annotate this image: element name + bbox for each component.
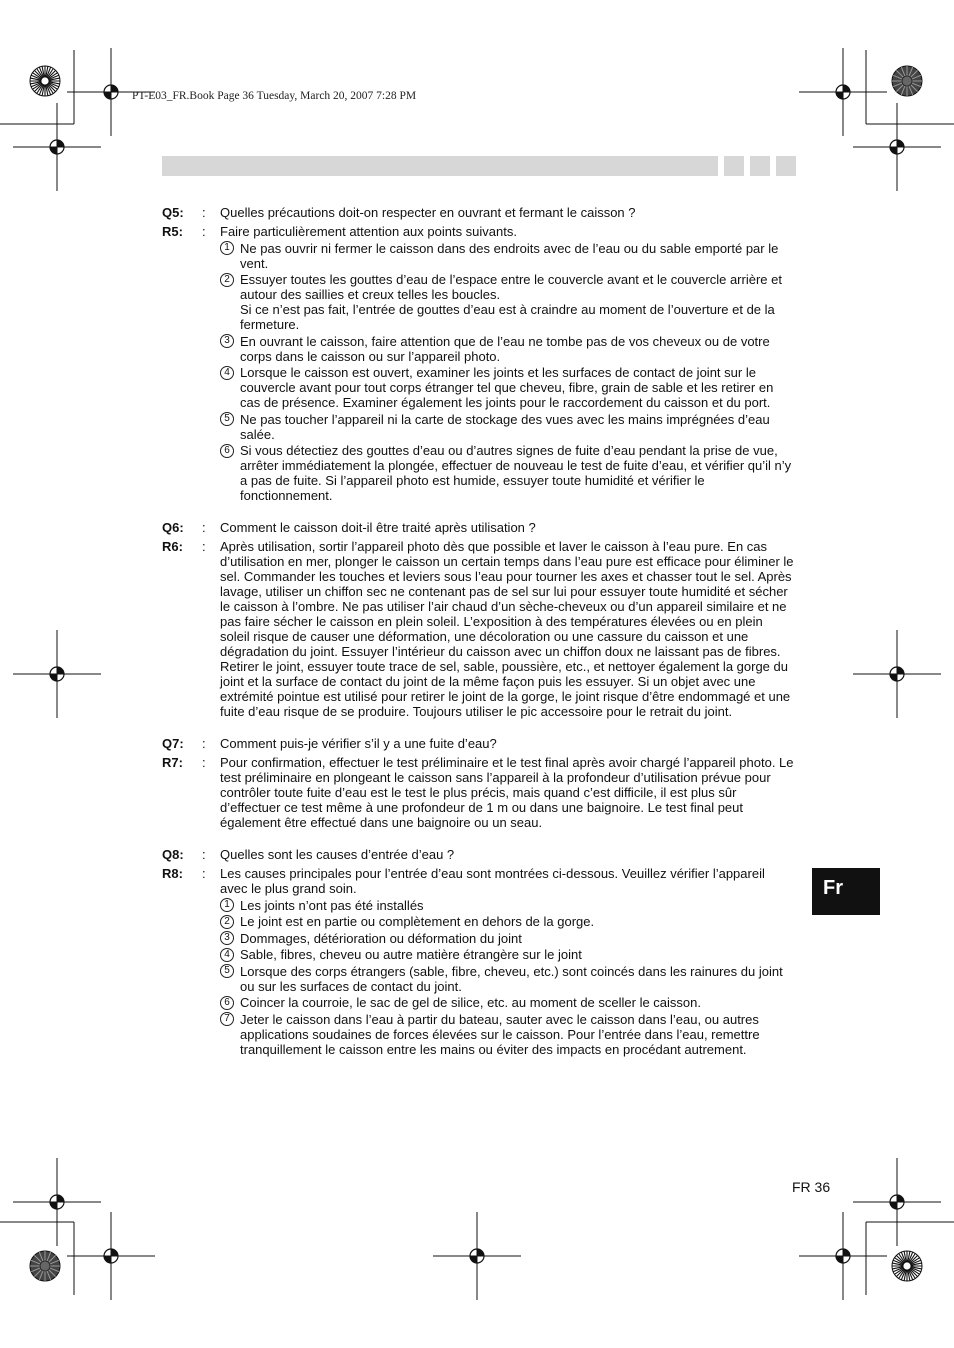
answer-r5: [162, 224, 794, 503]
question-body: [220, 847, 794, 862]
question-label: Q6:: [162, 520, 184, 535]
list-item: [220, 272, 794, 332]
list-item: [220, 898, 794, 913]
header-bar-square: [776, 156, 796, 176]
list-item: [220, 412, 794, 442]
header-bar: [162, 156, 718, 176]
question-q7: [162, 736, 794, 751]
colon-separator: :: [202, 755, 206, 770]
answer-text: Après utilisation, sortir l’appareil photo dès que possible et laver le caisson à l’eau pure. En cas d’utilisation en mer, plonger le caisson un certain temps dans l’eau pure est efficace pour éliminer le sel. Commander les touches et leviers sous l’eau pour tourner les axes et chasser tout le sel. Après lavage, utiliser un chiffon sec ne contenant pas de sel sur lui pour essuyer toute humidité et sécher le caisson à l’ombre. Ne pas utiliser l’air chaud d’un sèche-cheveux ou d’un appareil similaire et ne pas faire sécher le caisson en plein soleil. L’exposition à des températures élevées ou en plein soleil risque de causer une déformation, une décoloration ou une cassure du caisson et une dégradation du joint. Essuyer l’intérieur du caisson avec un chiffon doux ne laissant pas de fibres. Retirer le joint, essuyer toute trace de sel, sable, poussière, etc., et nettoyer également la gorge du joint et la surface de contact du joint de la même façon puis les essuyer. Si un objet avec une extrémité pointue est utilisé pour retirer le joint de la gorge, le joint risque d’être endommagé et une fuite d’eau risque de se produire. Toujours utiliser le pic accessoire pour le retrait du joint.: [220, 539, 794, 719]
list-item-text: Si vous détectiez des gouttes d’eau ou d’autres signes de fuite d’eau pendant la prise de vue, arrêter immédiatement la plongée, effectuer de nouveau le test de fuite d’eau, et vérifier qu’il n’y a pas de fuite. Si l’appareil photo est humide, essuyer toute humidité et vérifier le fonctionnement.: [240, 443, 792, 503]
list-item-number: 6: [220, 996, 234, 1010]
list-item-number: 2: [220, 273, 234, 287]
list-item-text: Ne pas toucher l’appareil ni la carte de stockage des vues avec les mains imprégnées d’eau salée.: [240, 411, 770, 442]
list-item-text: Le joint est en partie ou complètement en dehors de la gorge.: [240, 914, 595, 929]
answer-text: Les causes principales pour l’entrée d’eau sont montrées ci-dessous. Veuillez vérifier l’appareil avec le plus grand soin.: [220, 866, 765, 896]
list-item: [220, 947, 794, 962]
list-item: [220, 334, 794, 364]
list-item-number: 5: [220, 964, 234, 978]
list-item-text: Lorsque des corps étrangers (sable, fibre, cheveu, etc.) sont coincés dans les rainures du joint ou sur les surfaces de contact du joint.: [240, 963, 783, 994]
question-body: [220, 520, 794, 535]
question-label: Q8:: [162, 847, 184, 862]
question-body: [220, 736, 794, 751]
list-item-text: Les joints n’ont pas été installés: [240, 897, 424, 913]
list-item-text: Coincer la courroie, le sac de gel de silice, etc. au moment de sceller le caisson.: [240, 995, 701, 1010]
question-q8: [162, 847, 794, 862]
answer-label: R8:: [162, 866, 183, 881]
list-item-text-block: [240, 1012, 794, 1057]
list-item-text: Ne pas ouvrir ni fermer le caisson dans des endroits avec de l’eau ou du sable emporté par le vent.: [240, 240, 779, 271]
list-item-note: Si ce n’est pas fait, l’entrée de gouttes d’eau est à craindre au moment de l’ouverture et de la fermeture.: [240, 302, 775, 332]
list-item-text-block: [240, 443, 794, 503]
question-text: Quelles précautions doit-on respecter en ouvrant et fermant le caisson ?: [220, 205, 636, 220]
list-item-number: 6: [220, 444, 234, 458]
answer-r8: [162, 866, 794, 1057]
list-item-number: 3: [220, 334, 234, 348]
faq-content: [162, 205, 794, 1057]
language-tab: Fr: [812, 868, 880, 915]
colon-separator: :: [202, 205, 206, 220]
list-item: [220, 1012, 794, 1057]
answer-r6: [162, 539, 794, 719]
numbered-list: [220, 898, 794, 1057]
list-item-number: 1: [220, 241, 234, 255]
list-item: [220, 931, 794, 946]
colon-separator: :: [202, 539, 206, 554]
list-item: [220, 443, 794, 503]
list-item-text-block: [240, 931, 794, 946]
page-number: FR 36: [792, 1179, 831, 1195]
list-item-number: 7: [220, 1012, 234, 1026]
header-bar-square: [750, 156, 770, 176]
answer-body: [220, 224, 794, 503]
answer-r7: [162, 755, 794, 830]
list-item-text-block: [240, 241, 794, 271]
answer-label: R6:: [162, 539, 183, 554]
list-item-number: 3: [220, 931, 234, 945]
question-label: Q7:: [162, 736, 184, 751]
question-text: Comment le caisson doit-il être traité après utilisation ?: [220, 520, 536, 535]
list-item: [220, 365, 794, 410]
list-item-text-block: [240, 412, 794, 442]
list-item-number: 5: [220, 412, 234, 426]
list-item-text-block: [240, 947, 794, 962]
colon-separator: :: [202, 224, 206, 239]
answer-body: [220, 755, 794, 830]
list-item-text-block: [240, 272, 794, 332]
answer-body: [220, 866, 794, 1057]
list-item-number: 1: [220, 898, 234, 912]
list-item-text: Jeter le caisson dans l’eau à partir du bateau, sauter avec le caisson dans l’eau, ou autres applications soudaines de forces élevées sur le caisson. Pour l’entrée dans l’eau, remettre tranquillement le caisson entre les mains ou éviter des impacts en procédant autrement.: [240, 1011, 760, 1057]
list-item-text: Lorsque le caisson est ouvert, examiner les joints et les surfaces de contact de joint sur le couvercle avant pour tout corps étranger tel que cheveu, fibre, grain de sable et les retirer en cas de présence. Examiner également les joints pour le raccordement du caisson et du port.: [240, 365, 774, 410]
answer-label: R5:: [162, 224, 183, 239]
colon-separator: :: [202, 866, 206, 881]
list-item-number: 4: [220, 366, 234, 380]
answer-body: [220, 539, 794, 719]
list-item-text-block: [240, 964, 794, 994]
question-label: Q5:: [162, 205, 184, 220]
question-body: [220, 205, 794, 220]
list-item: [220, 995, 794, 1010]
list-item-number: 2: [220, 915, 234, 929]
colon-separator: :: [202, 520, 206, 535]
list-item-text: Essuyer toutes les gouttes d’eau de l’espace entre le couvercle avant et le couvercle arrière et autour des saillies et creux telles les boucles.: [240, 272, 782, 302]
header-bar-square: [724, 156, 744, 176]
list-item: [220, 241, 794, 271]
list-item-text: Dommages, détérioration ou déformation du joint: [240, 930, 522, 946]
list-item-text-block: [240, 995, 794, 1010]
list-item: [220, 914, 794, 929]
list-item-text: Sable, fibres, cheveu ou autre matière étrangère sur le joint: [240, 947, 582, 962]
list-item-text-block: [240, 914, 794, 929]
list-item-number: 4: [220, 948, 234, 962]
list-item-text-block: [240, 365, 794, 410]
question-text: Comment puis-je vérifier s’il y a une fuite d’eau?: [220, 736, 497, 751]
answer-text: Pour confirmation, effectuer le test préliminaire et le test final après avoir chargé l’appareil photo. Le test préliminaire en plongeant le caisson sans l’appareil à la profondeur d’utilisation prévue pour contrôler toute fuite d’eau est le test le plus précis, mais quand c’est difficile, il est plus sûr d’effectuer ce test même à une profondeur de 1 m ou dans une baignoire. Le test final peut également être effectué dans une baignoire ou un seau.: [220, 755, 794, 830]
colon-separator: :: [202, 847, 206, 862]
print-file-info: PT-E03_FR.Book Page 36 Tuesday, March 20, 2007 7:28 PM: [132, 90, 417, 102]
numbered-list: [220, 241, 794, 504]
question-q6: [162, 520, 794, 535]
question-text: Quelles sont les causes d’entrée d’eau ?: [220, 847, 455, 862]
list-item-text-block: [240, 898, 794, 913]
answer-label: R7:: [162, 755, 183, 770]
colon-separator: :: [202, 736, 206, 751]
list-item: [220, 964, 794, 994]
question-q5: [162, 205, 794, 220]
answer-text: Faire particulièrement attention aux points suivants.: [220, 224, 517, 239]
list-item-text-block: [240, 334, 794, 364]
list-item-text: En ouvrant le caisson, faire attention que de l’eau ne tombe pas de vos cheveux ou de votre corps dans le caisson ou sur l’appareil photo.: [240, 333, 770, 364]
